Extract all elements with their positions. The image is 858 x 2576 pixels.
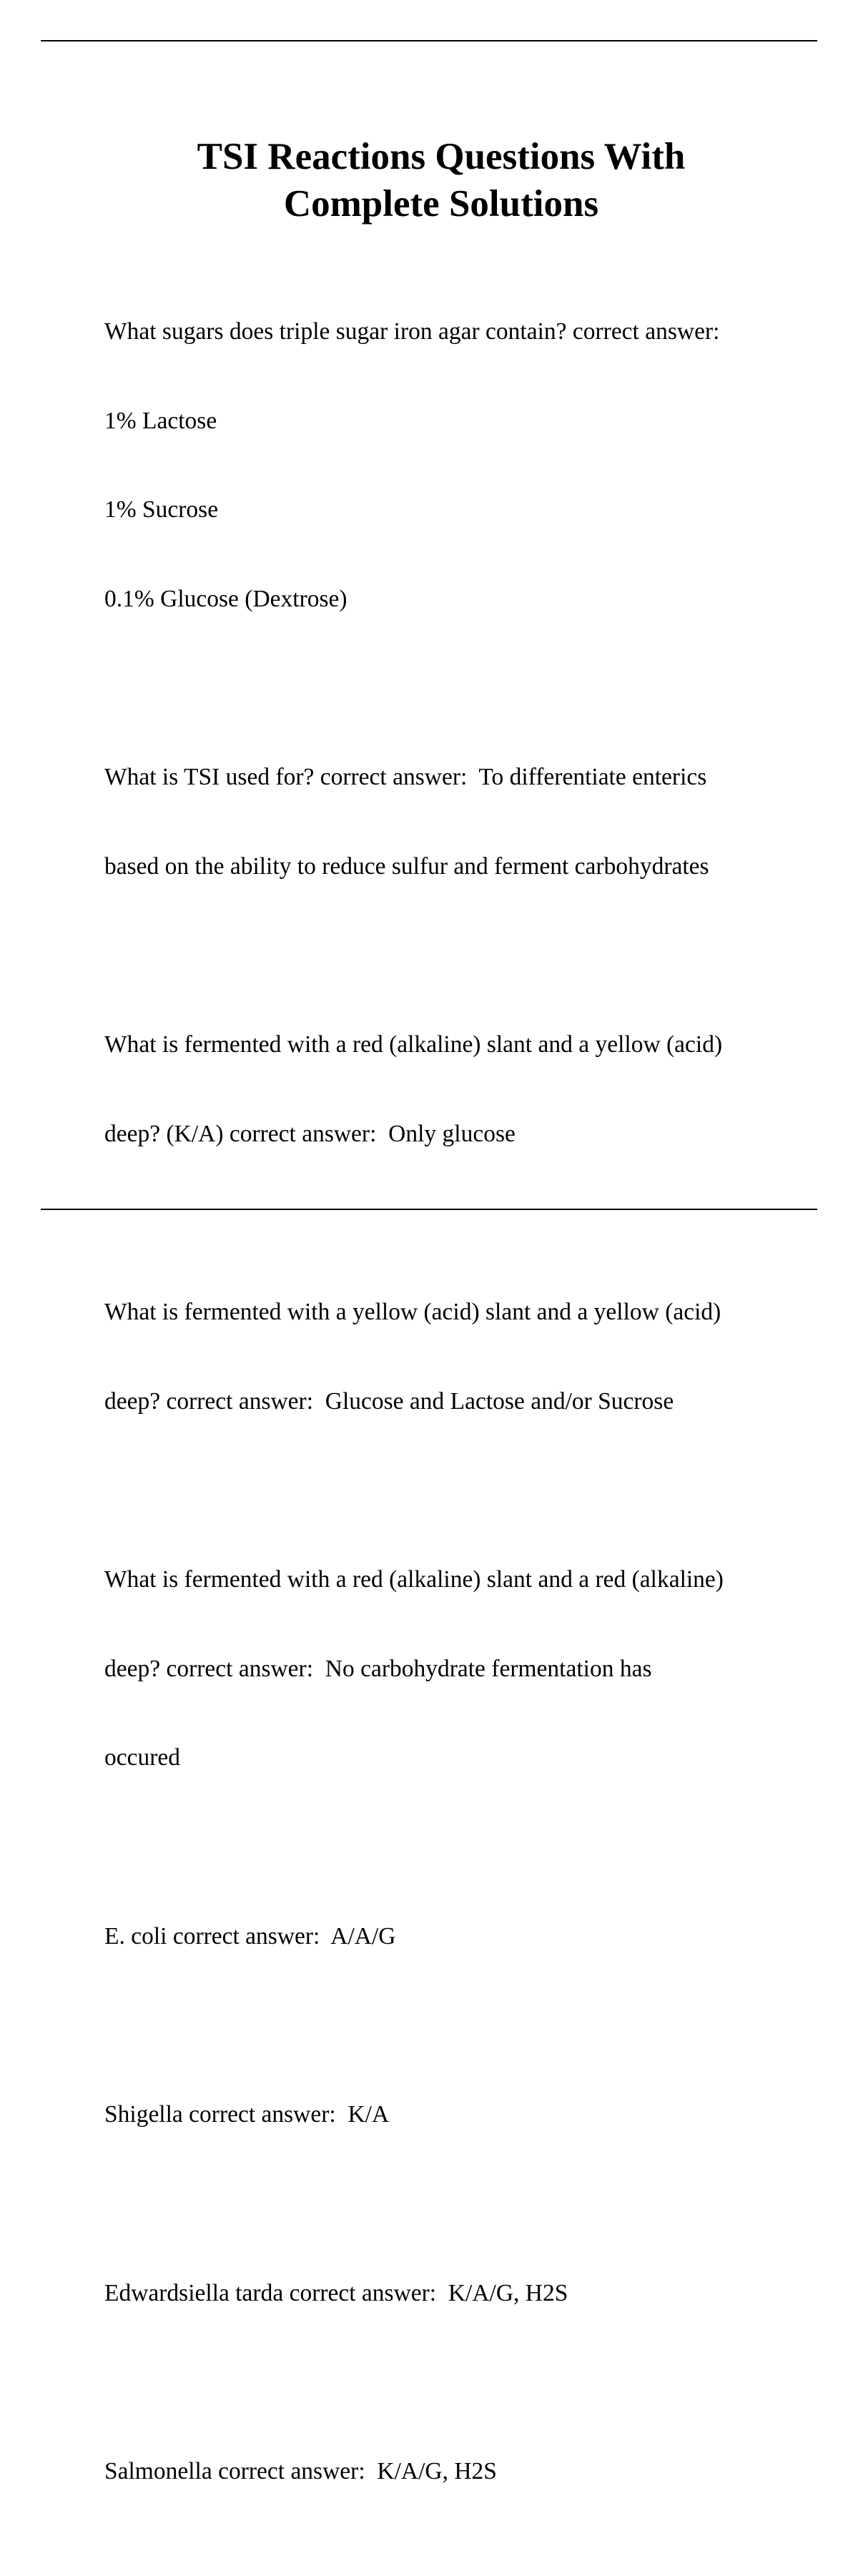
qa-item-edwardsiella [104, 2219, 784, 2368]
qa-item-e-coli [104, 1862, 784, 2011]
qa-line: 1% Sucrose [104, 496, 219, 523]
qa-line: occured [104, 1744, 181, 1771]
qa-item-tsi-use [104, 703, 784, 940]
qa-item-red-red [104, 1505, 784, 1832]
qa-line: 0.1% Glucose (Dextrose) [104, 585, 347, 612]
qa-item-red-yellow [104, 970, 784, 1208]
qa-line: E. coli correct answer: A/A/G [104, 1922, 396, 1950]
qa-line: What is fermented with a red (alkaline) slant and a red (alkaline) [104, 1566, 724, 1593]
top-divider [41, 40, 817, 41]
qa-line: What is TSI used for? correct answer: To differentiate enterics [104, 764, 707, 790]
title-line-2: Complete Solutions [283, 183, 599, 225]
qa-line: What is fermented with a yellow (acid) slant and a yellow (acid) [104, 1299, 721, 1325]
qa-item-shigella [104, 2040, 784, 2189]
qa-line: What sugars does triple sugar iron agar contain? correct answer: [104, 318, 720, 345]
qa-line: Shigella correct answer: K/A [104, 2101, 390, 2128]
qa-line: deep? (K/A) correct answer: Only glucose [104, 1120, 516, 1147]
qa-list [104, 257, 784, 2576]
qa-line: Edwardsiella tarda correct answer: K/A/G, H2S [104, 2279, 568, 2306]
document-title [104, 133, 778, 227]
qa-line: What is fermented with a red (alkaline) slant and a yellow (acid) [104, 1031, 723, 1058]
qa-item-sugars [104, 257, 784, 673]
qa-item-salmonella [104, 2397, 784, 2546]
qa-line: deep? correct answer: No carbohydrate fermentation has [104, 1655, 652, 1682]
bottom-divider [41, 1209, 817, 1210]
qa-line: 1% Lactose [104, 407, 217, 434]
qa-line: based on the ability to reduce sulfur and ferment carbohydrates [104, 852, 709, 880]
qa-line: deep? correct answer: Glucose and Lactose and/or Sucrose [104, 1387, 674, 1415]
title-line-1: TSI Reactions Questions With [197, 136, 686, 177]
qa-item-yellow-yellow [104, 1238, 784, 1475]
qa-line: Salmonella correct answer: K/A/G, H2S [104, 2458, 497, 2484]
